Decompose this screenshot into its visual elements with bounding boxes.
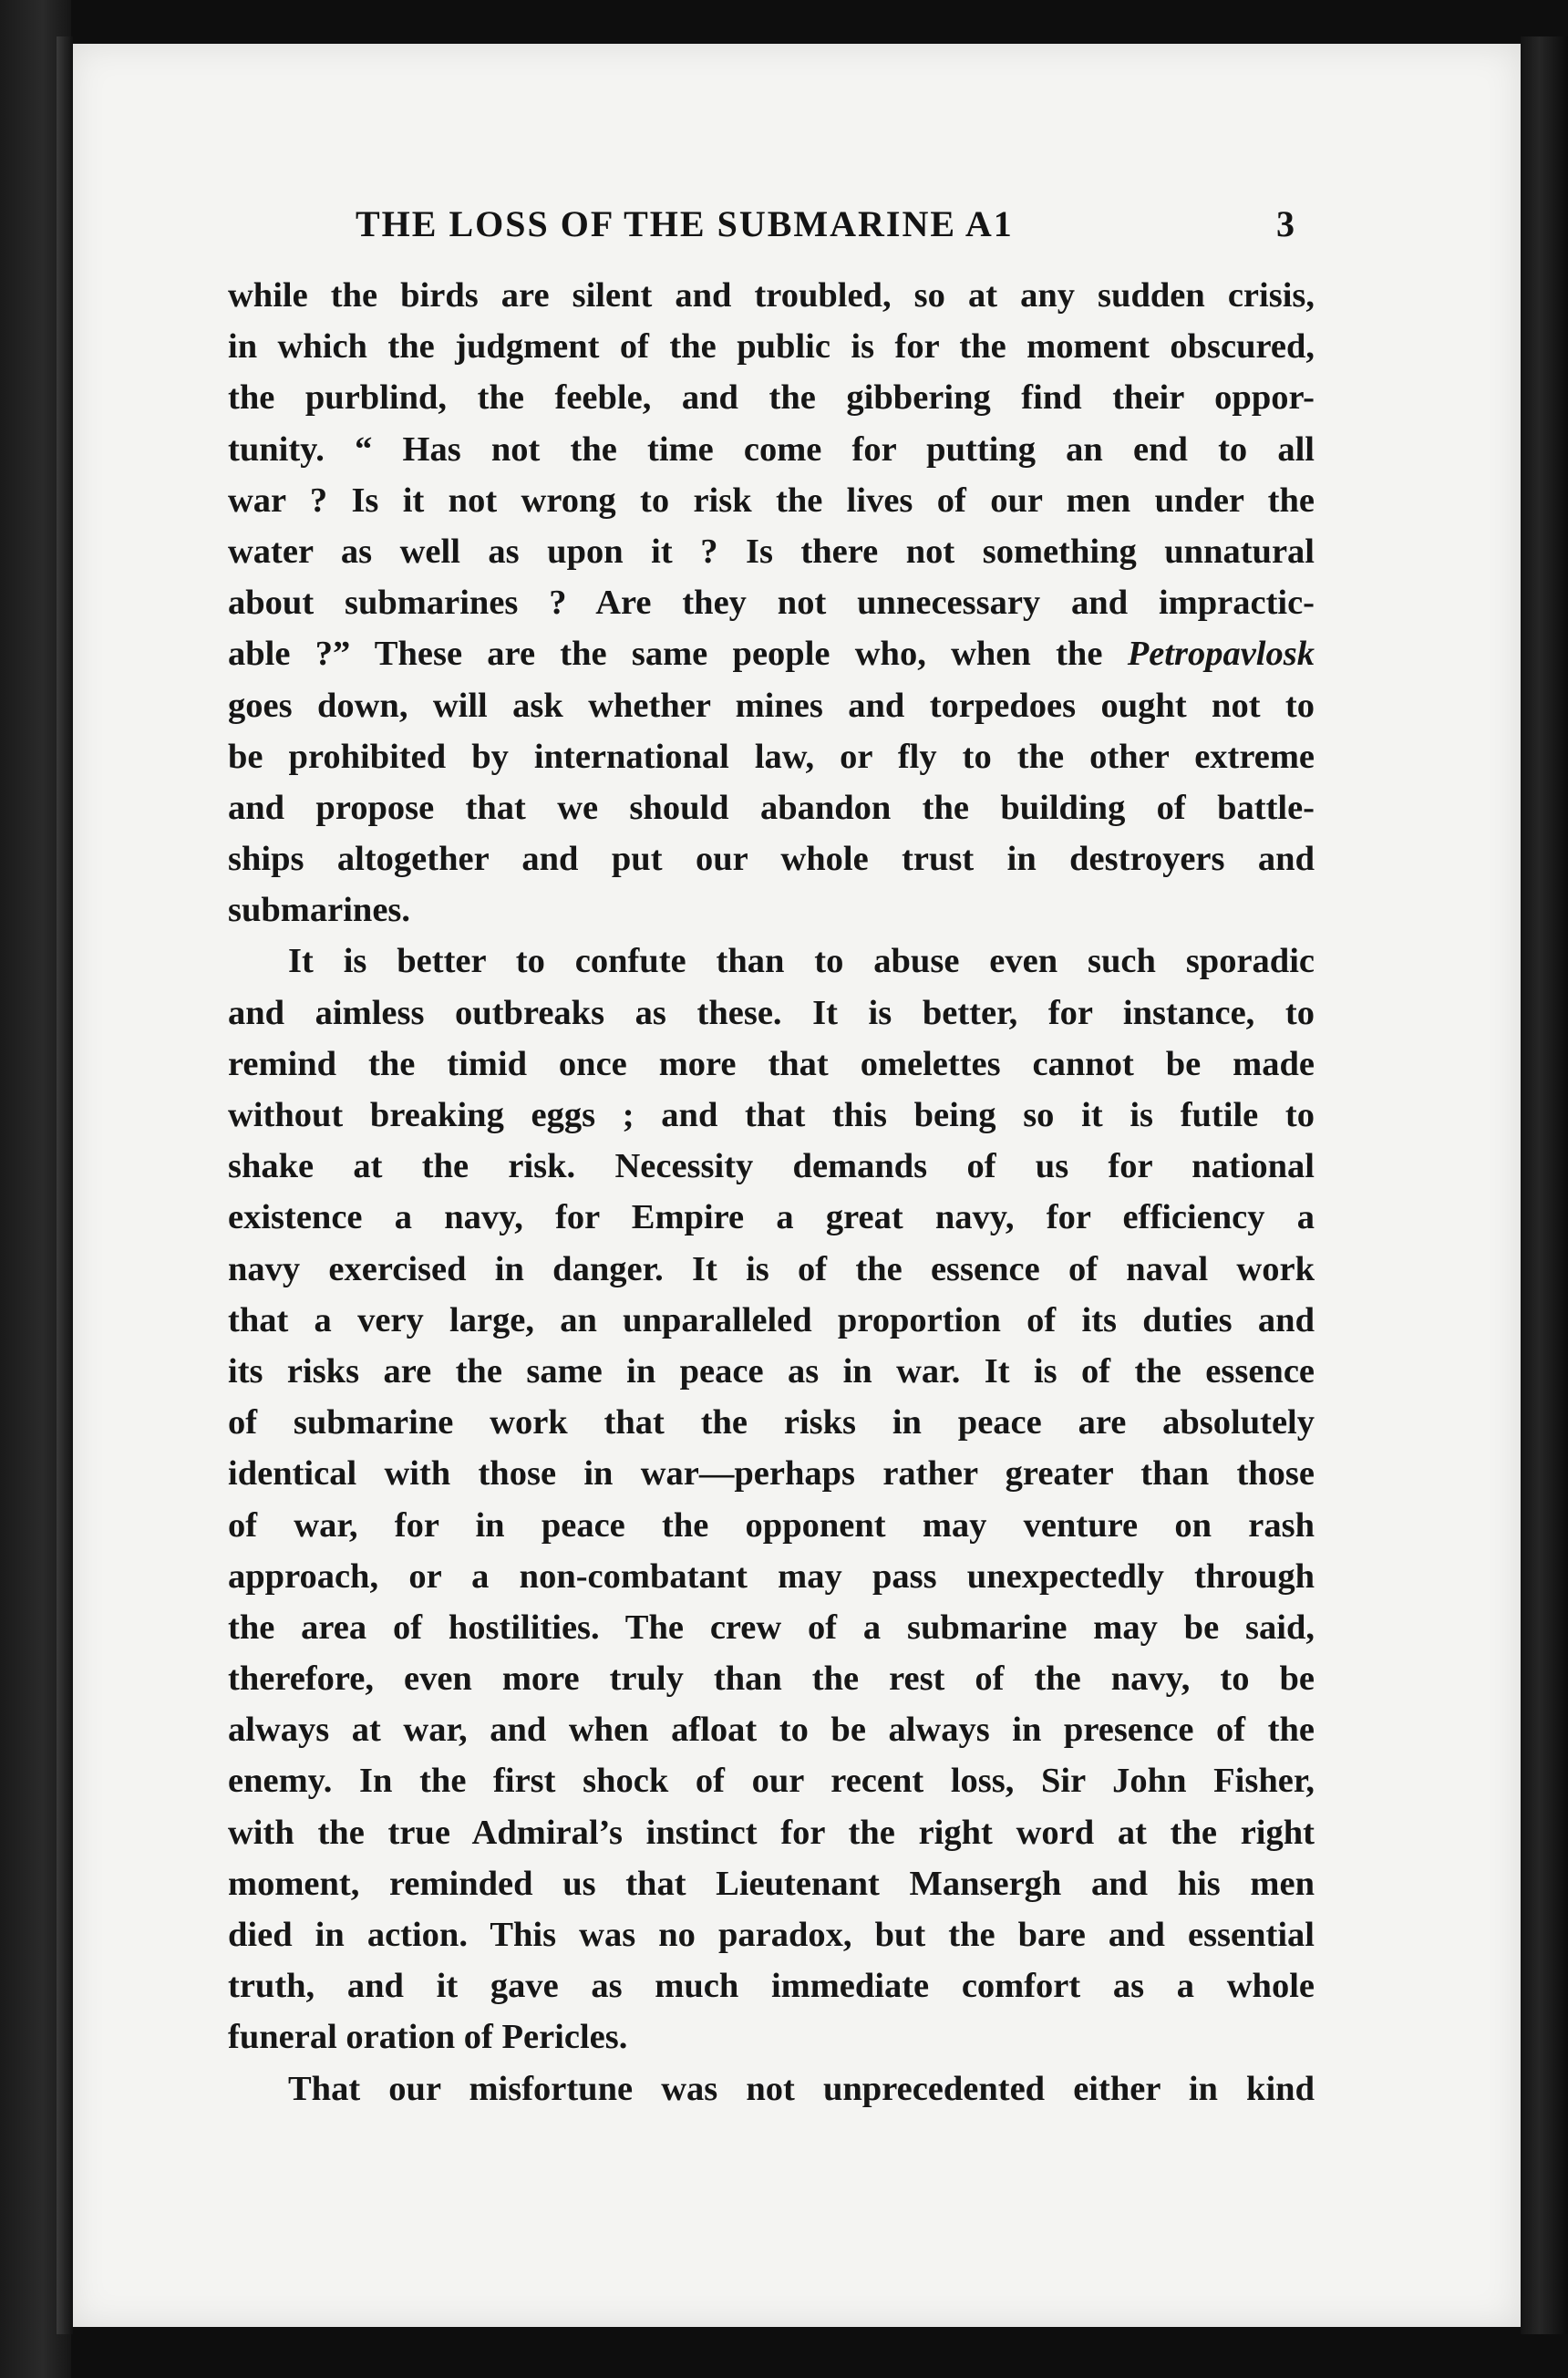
- text-line: and propose that we should abandon the building of battle-: [228, 788, 1315, 827]
- text-line: remind the timid once more that omelettes cannot be made: [228, 1044, 1315, 1083]
- text-line: that a very large, an unparalleled proportion of its duties and: [228, 1300, 1315, 1339]
- text-line: submarines.: [228, 891, 411, 930]
- gutter-shadow: [57, 36, 73, 2334]
- text-line: while the birds are silent and troubled, so at any sudden crisis,: [228, 276, 1315, 315]
- text-line: without breaking eggs ; and that this being so it is futile to: [228, 1096, 1315, 1134]
- text-line: of submarine work that the risks in peace are absolutely: [228, 1403, 1315, 1442]
- text-line: enemy. In the first shock of our recent loss, Sir John Fisher,: [228, 1762, 1315, 1801]
- text-line: always at war, and when afloat to be always in presence of the: [228, 1711, 1315, 1750]
- running-header: THE LOSS OF THE SUBMARINE A1: [356, 203, 1014, 244]
- body-text: [228, 270, 1315, 2114]
- text-line: navy exercised in danger. It is of the essence of naval work: [228, 1249, 1315, 1288]
- text-line: the area of hostilities. The crew of a submarine may be said,: [228, 1608, 1315, 1647]
- text-line: be prohibited by international law, or fly to the other extreme: [228, 737, 1315, 776]
- text-line: about submarines ? Are they not unnecessary and impractic-: [228, 584, 1315, 623]
- text-line: the purblind, the feeble, and the gibbering find their oppor-: [228, 378, 1315, 418]
- ship-name-italic: Petropavlosk: [1127, 635, 1315, 674]
- text-line: war ? Is it not wrong to risk the lives of our men under the: [228, 481, 1315, 520]
- text-line: shake at the risk. Necessity demands of us for national: [228, 1147, 1315, 1186]
- text-line: and aimless outbreaks as these. It is better, for instance, to: [228, 993, 1315, 1032]
- text-line: funeral oration of Pericles.: [228, 2018, 628, 2057]
- text-line: truth, and it gave as much immediate comfort as a whole: [228, 1967, 1315, 2006]
- text-line: It is better to confute than to abuse even such sporadic: [288, 942, 1315, 981]
- text-line: with the true Admiral’s instinct for the right word at the right: [228, 1813, 1315, 1852]
- text-line: water as well as upon it ? Is there not something unnatural: [228, 532, 1315, 571]
- text-line: its risks are the same in peace as in war. It is of the essence: [228, 1351, 1315, 1391]
- text-line: ships altogether and put our whole trust in destroyers and: [228, 840, 1315, 879]
- text-line: identical with those in war—perhaps rather greater than those: [228, 1454, 1315, 1494]
- text-line: existence a navy, for Empire a great navy, for efficiency a: [228, 1198, 1315, 1237]
- text-line: approach, or a non-combatant may pass unexpectedly through: [228, 1556, 1315, 1596]
- text-line: of war, for in peace the opponent may venture on rash: [228, 1505, 1315, 1545]
- text-segment: able ?” These are the same people who, when the: [228, 635, 1128, 674]
- text-line: tunity. “ Has not the time come for putting an end to all: [228, 429, 1315, 469]
- text-line: died in action. This was no paradox, but the bare and essential: [228, 1916, 1315, 1954]
- page-edge-shadow: [1521, 36, 1568, 2334]
- text-line: That our misfortune was not unprecedented either in kind: [288, 2069, 1315, 2108]
- text-line: therefore, even more truly than the rest of the navy, to be: [228, 1659, 1315, 1699]
- page-number: 3: [1276, 203, 1295, 244]
- text-line-with-italic: [228, 628, 1315, 679]
- text-line: in which the judgment of the public is for the moment obscured,: [228, 327, 1315, 367]
- text-line: goes down, will ask whether mines and torpedoes ought not to: [228, 686, 1315, 725]
- text-line: moment, reminded us that Lieutenant Mansergh and his men: [228, 1864, 1315, 1903]
